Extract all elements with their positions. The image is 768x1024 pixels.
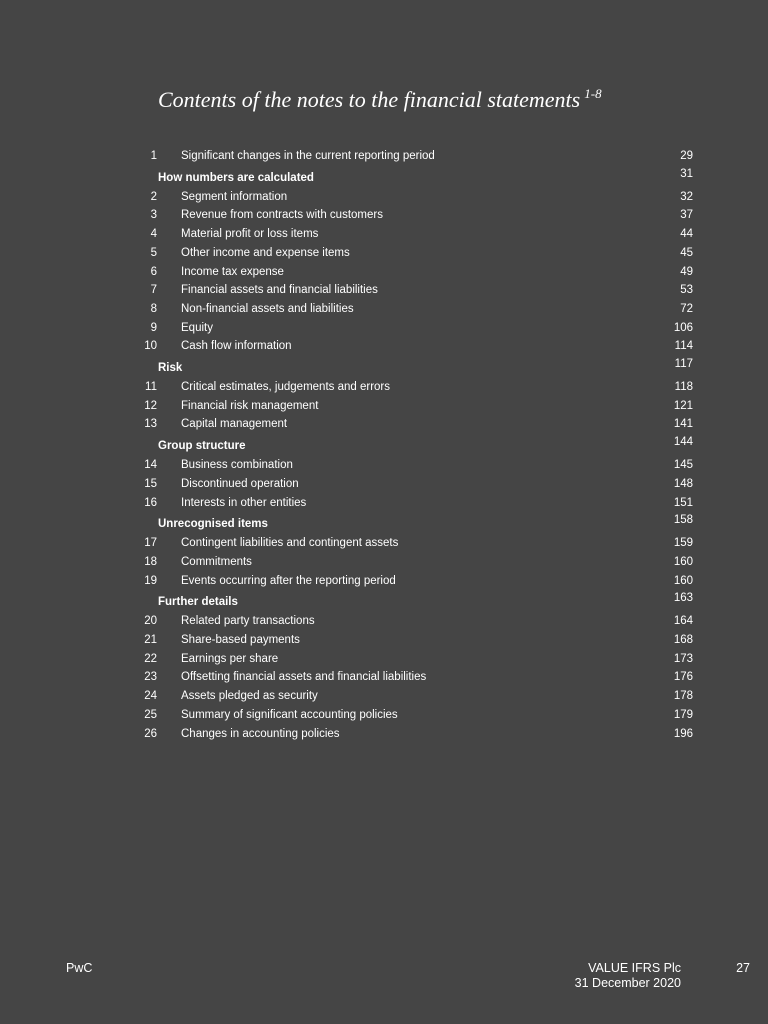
toc-section-row[interactable] [0,359,768,377]
footer-company-block [540,961,681,991]
toc-page-number: 151 [673,496,693,509]
toc-note-title: Significant changes in the current reporting period [181,150,435,162]
toc-note-number: 11 [145,381,157,393]
toc-note-title: Financial assets and financial liabilities [181,284,378,297]
toc-note-row[interactable] [0,225,768,243]
toc-note-row[interactable] [0,206,768,224]
toc-page-number: 29 [680,150,693,162]
toc-note-title: Capital management [181,418,288,431]
toc-page-number: 163 [673,592,693,605]
toc-note-number: 20 [144,615,157,628]
toc-note-row[interactable] [0,687,768,705]
toc-page-number: 164 [673,615,693,628]
toc-note-title: Segment information [181,190,288,203]
toc-note-title: Events occurring after the reporting period [181,574,396,587]
toc-section-row[interactable] [0,169,768,187]
toc-page-number: 168 [673,634,693,646]
toc-note-title: Changes in accounting policies [181,727,340,740]
toc-note-title: Assets pledged as security [181,690,318,703]
toc-page-number: 37 [680,209,693,222]
toc-note-title: Cash flow information [181,340,292,353]
toc-note-number: 14 [144,459,157,472]
toc-note-title: Summary of significant accounting policies [181,708,398,721]
toc-note-title: Critical estimates, judgements and errors [181,381,390,393]
toc-note-title: Interests in other entities [181,496,307,509]
footer-date: 31 December 2020 [574,976,681,990]
toc-note-number: 17 [144,537,157,550]
toc-note-row[interactable] [0,188,768,206]
toc-section-heading: How numbers are calculated [158,171,314,184]
toc-note-title: Commitments [181,555,252,568]
toc-note-row[interactable] [0,415,768,433]
toc-note-title: Discontinued operation [181,477,299,490]
toc-note-row[interactable] [0,534,768,552]
toc-note-row[interactable] [0,244,768,262]
toc-section-row[interactable] [0,437,768,455]
toc-page-number: 121 [673,399,693,412]
toc-note-title: Revenue from contracts with customers [181,209,383,222]
toc-page-number: 45 [680,246,693,259]
toc-note-number: 24 [144,690,157,703]
toc-note-title: Business combination [181,459,293,472]
toc-note-row[interactable] [0,337,768,355]
toc-note-number: 2 [150,190,157,203]
toc-note-row[interactable] [0,397,768,415]
toc-note-title: Equity [181,321,213,334]
toc-page-number: 118 [674,381,693,393]
toc-note-number: 18 [144,555,157,568]
page-title [158,86,602,113]
toc-page-number: 160 [673,555,693,568]
toc-section-heading: Risk [158,362,183,374]
toc-note-title: Share-based payments [181,634,300,646]
toc-section-heading: Unrecognised items [158,518,268,531]
toc-note-title: Contingent liabilities and contingent assets [181,537,399,550]
toc-page-number: 148 [673,477,693,490]
toc-note-title: Non-financial assets and liabilities [181,302,354,315]
toc-note-number: 13 [144,418,157,431]
toc-note-row[interactable] [0,300,768,318]
toc-page-number: 106 [673,321,693,334]
toc-note-title: Other income and expense items [181,246,350,259]
toc-note-title: Related party transactions [181,615,315,628]
toc-note-number: 16 [144,496,157,509]
toc-note-title: Financial risk management [181,399,319,412]
page-title-text: Contents of the notes to the financial statements [158,87,581,112]
toc-note-title: Income tax expense [181,265,284,278]
toc-note-row[interactable] [0,725,768,743]
toc-page-number: 31 [680,167,693,180]
toc-section-row[interactable] [0,593,768,611]
toc-page-number: 160 [673,574,693,587]
toc-note-number: 26 [144,727,157,740]
toc-note-number: 4 [150,228,157,241]
toc-note-number: 22 [144,652,157,665]
toc-note-number: 15 [144,477,157,490]
toc-page-number: 196 [673,727,693,740]
toc-page-number: 53 [680,284,693,297]
toc-note-title: Earnings per share [181,652,279,665]
toc-page-number: 32 [680,190,693,203]
toc-page-number: 72 [680,302,693,315]
toc-page-number: 141 [673,418,693,431]
toc-note-number: 25 [144,708,157,721]
toc-note-row[interactable] [0,378,768,396]
toc-note-number: 21 [144,634,157,646]
toc-page-number: 44 [680,228,693,241]
toc-section-row[interactable] [0,515,768,533]
toc-page-number: 173 [673,652,693,665]
toc-page-number: 159 [673,537,693,550]
toc-note-number: 23 [144,671,157,684]
toc-note-number: 7 [150,284,157,297]
toc-note-number: 6 [150,265,157,278]
toc-note-title: Offsetting financial assets and financial liabilities [181,671,427,684]
toc-section-heading: Group structure [158,440,246,453]
toc-note-row[interactable] [0,281,768,299]
toc-note-number: 5 [150,246,157,259]
toc-page-number: 117 [674,358,693,370]
toc-page-number: 145 [673,459,693,472]
toc-note-number: 3 [150,209,157,222]
toc-page-number: 176 [673,671,693,684]
toc-section-heading: Further details [158,596,238,609]
toc-note-row[interactable] [0,263,768,281]
toc-note-row[interactable] [0,650,768,668]
toc-page-number: 114 [674,340,693,353]
footer-page-number: 27 [736,961,750,975]
toc-note-row[interactable] [0,553,768,571]
toc-note-number: 12 [144,399,157,412]
toc-page-number: 49 [680,265,693,278]
toc-note-title: Material profit or loss items [181,228,319,241]
toc-note-row[interactable] [0,706,768,724]
toc-note-number: 10 [144,340,157,353]
toc-note-row[interactable] [0,631,768,649]
toc-page-number: 179 [673,708,693,721]
toc-note-row[interactable] [0,572,768,590]
title-superscript: 1-8 [584,86,602,101]
toc-note-number: 9 [150,321,157,334]
toc-note-number: 8 [150,302,157,315]
toc-note-row[interactable] [0,668,768,686]
toc-note-row[interactable] [0,612,768,630]
toc-note-number: 19 [144,574,157,587]
toc-page-number: 144 [673,436,693,449]
toc-note-row[interactable] [0,475,768,493]
toc-note-row[interactable] [0,147,768,165]
toc-note-number: 1 [150,150,157,162]
toc-note-row[interactable] [0,494,768,512]
toc-note-row[interactable] [0,456,768,474]
footer-publisher: PwC [66,961,93,975]
footer-company-name: VALUE IFRS Plc [588,961,681,975]
toc-note-row[interactable] [0,319,768,337]
toc-page-number: 158 [673,514,693,527]
toc-page-number: 178 [673,690,693,703]
